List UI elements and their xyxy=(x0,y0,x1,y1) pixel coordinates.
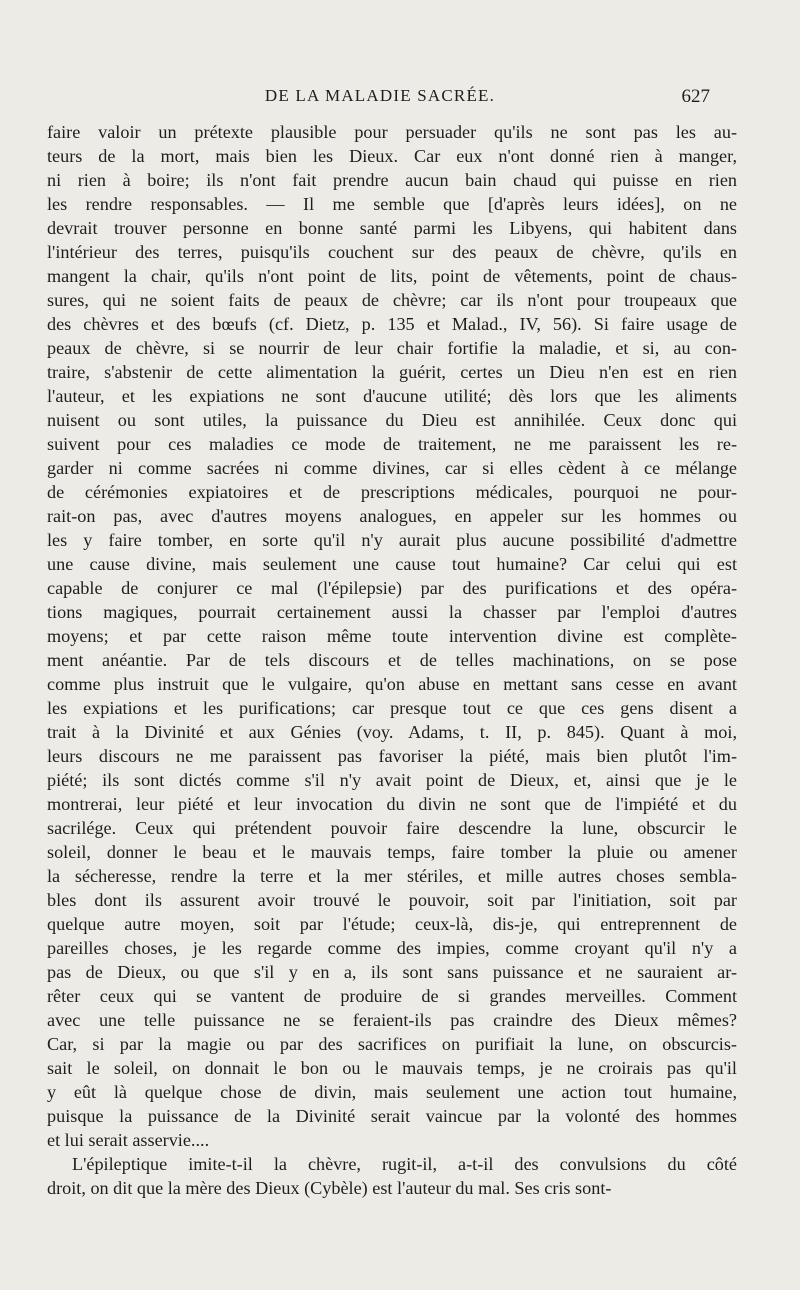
text-line: les rendre responsables. — Il me semble que [d'après leurs idées], on ne xyxy=(47,194,737,214)
text-line: pas de Dieux, ou que s'il y en a, ils sont sans puissance et ne sauraient ar- xyxy=(47,962,737,982)
text-line: des chèvres et des bœufs (cf. Dietz, p. 135 et Malad., IV, 56). Si faire usage de xyxy=(47,314,737,334)
text-line: faire valoir un prétexte plausible pour persuader qu'ils ne sont pas les au- xyxy=(47,122,737,142)
text-line: la sécheresse, rendre la terre et la mer stériles, et mille autres choses sembla- xyxy=(47,866,737,886)
page-number: 627 xyxy=(681,86,710,107)
text-line: rait-on pas, avec d'autres moyens analogues, en appeler sur les hommes ou xyxy=(47,506,737,526)
text-line: rêter ceux qui se vantent de produire de si grandes merveilles. Comment xyxy=(47,986,737,1006)
text-line: et lui serait asservie.... xyxy=(47,1130,210,1150)
text-line: comme plus instruit que le vulgaire, qu'on abuse en mettant sans cesse en avant xyxy=(47,674,737,694)
text-line: sacrilége. Ceux qui prétendent pouvoir faire descendre la lune, obscurcir le xyxy=(47,818,737,838)
text-line: les expiations et les purifications; car presque tout ce que ces gens disent a xyxy=(47,698,737,718)
text-line: teurs de la mort, mais bien les Dieux. Car eux n'ont donné rien à manger, xyxy=(47,146,737,166)
text-line: sait le soleil, on donnait le bon ou le mauvais temps, je ne croirais pas qu'il xyxy=(47,1058,737,1078)
text-line: peaux de chèvre, si se nourrir de leur chair fortifie la maladie, et si, au con- xyxy=(47,338,737,358)
text-line: sures, qui ne soient faits de peaux de chèvre; car ils n'ont pour troupeaux que xyxy=(47,290,737,310)
running-header xyxy=(50,86,710,112)
text-line: l'intérieur des terres, puisqu'ils couchent sur des peaux de chèvre, qu'ils en xyxy=(47,242,737,262)
text-line: devrait trouver personne en bonne santé parmi les Libyens, qui habitent dans xyxy=(47,218,737,238)
text-line: moyens; et par cette raison même toute intervention divine est complète- xyxy=(47,626,737,646)
text-line: leurs discours ne me paraissent pas favoriser la piété, mais bien plutôt l'im- xyxy=(47,746,737,766)
page-body xyxy=(47,120,737,1200)
text-line: trait à la Divinité et aux Génies (voy. Adams, t. II, p. 845). Quant à moi, xyxy=(47,722,737,742)
text-line: droit, on dit que la mère des Dieux (Cybèle) est l'auteur du mal. Ses cris sont- xyxy=(47,1178,612,1198)
text-line: avec une telle puissance ne se feraient-ils pas craindre des Dieux mêmes? xyxy=(47,1010,737,1030)
text-line: soleil, donner le beau et le mauvais temps, faire tomber la pluie ou amener xyxy=(47,842,737,862)
text-line: Car, si par la magie ou par des sacrifices on purifiait la lune, on obscurcis- xyxy=(47,1034,737,1054)
text-line: piété; ils sont dictés comme s'il n'y avait point de Dieux, et, ainsi que je le xyxy=(47,770,737,790)
text-line: quelque autre moyen, soit par l'étude; ceux-là, dis-je, qui entreprennent de xyxy=(47,914,737,934)
text-line: une cause divine, mais seulement une cause tout humaine? Car celui qui est xyxy=(47,554,737,574)
text-line: garder ni comme sacrées ni comme divines, car si elles cèdent à ce mélange xyxy=(47,458,737,478)
running-title: DE LA MALADIE SACRÉE. xyxy=(264,86,496,105)
text-line: de cérémonies expiatoires et de prescriptions médicales, pourquoi ne pour- xyxy=(47,482,737,502)
text-line: ni rien à boire; ils n'ont fait prendre aucun bain chaud qui puisse en rien xyxy=(47,170,737,190)
text-line: mangent la chair, qu'ils n'ont point de lits, point de vêtements, point de chaus- xyxy=(47,266,737,286)
text-line: L'épileptique imite-t-il la chèvre, rugit-il, a-t-il des convulsions du côté xyxy=(72,1154,737,1174)
text-line: les y faire tomber, en sorte qu'il n'y aurait plus aucune possibilité d'admettre xyxy=(47,530,737,550)
text-line: capable de conjurer ce mal (l'épilepsie) par des purifications et des opéra- xyxy=(47,578,737,598)
text-line: pareilles choses, je les regarde comme des impies, comme croyant qu'il n'y a xyxy=(47,938,737,958)
text-line: puisque la puissance de la Divinité serait vaincue par la volonté des hommes xyxy=(47,1106,737,1126)
text-line: tions magiques, pourrait certainement aussi la chasser par l'emploi d'autres xyxy=(47,602,737,622)
text-line: ment anéantie. Par de tels discours et de telles machinations, on se pose xyxy=(47,650,737,670)
text-line: montrerai, leur piété et leur invocation du divin ne sont que de l'impiété et du xyxy=(47,794,737,814)
text-line: l'auteur, et les expiations ne sont d'aucune utilité; dès lors que les aliments xyxy=(47,386,737,406)
text-line: nuisent ou sont utiles, la puissance du Dieu est annihilée. Ceux donc qui xyxy=(47,410,737,430)
text-line: suivent pour ces maladies ce mode de traitement, ne me paraissent les re- xyxy=(47,434,737,454)
text-line: bles dont ils assurent avoir trouvé le pouvoir, soit par l'initiation, soit par xyxy=(47,890,737,910)
text-line: y eût là quelque chose de divin, mais seulement une action tout humaine, xyxy=(47,1082,737,1102)
text-line: traire, s'abstenir de cette alimentation la guérit, certes un Dieu n'en est en rien xyxy=(47,362,737,382)
